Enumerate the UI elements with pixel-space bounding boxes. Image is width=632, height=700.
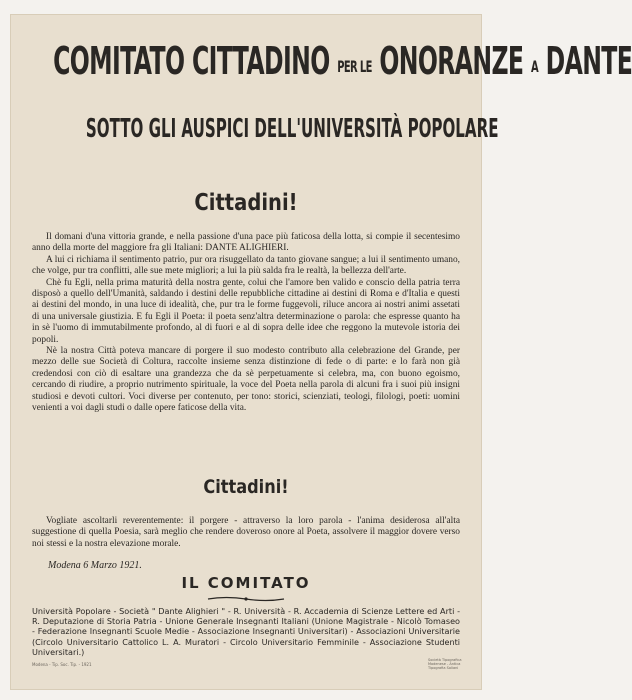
member-organizations: Università Popolare - Società " Dante Alighieri " - R. Università - R. Accademia di Scienze Lettere ed Arti - R. Deputazione di Storia Patria - Unione Generale Insegnanti Italiani (Unione Magistrale - Nicolò Tomaseo - Federazione Insegnanti Scuole Medie - Associazione Insegnanti Universitari) - Associazioni Universitarie (Circolo Universitario Cattolico L. A. Muratori - Circolo Universitario Femminile - Associazione Studenti Universitari.) (32, 606, 460, 657)
title-word-comitato: COMITATO CITTADINO (53, 39, 330, 83)
paragraph: Il domani d'una vittoria grande, e nella passione d'una pace più faticosa della lotta, si compie il secentesimo anno della morte del maggiore fra gli Italiani: DANTE ALIGHIERI. (32, 232, 460, 254)
printer-stamp: Società Tipografica Modenese - Antica Tipografia Soliani (428, 658, 462, 671)
paragraph: Vogliate ascoltarli reverentemente: il porgere - attraverso la loro parola - l'anima desiderosa all'alta suggestione di quella Poesia, sarà meglio che rendere doveroso onore al Poeta, assolvere il maggior dovere verso noi stessi e la nostra elevazione morale. (32, 516, 460, 549)
ornament-divider-icon (206, 596, 286, 602)
title-connector-per-le: PER LE (337, 57, 372, 76)
appeal-heading-1: Cittadini! (194, 190, 298, 216)
title-connector-a: A (530, 57, 539, 76)
title-word-dante: DANTE (545, 39, 632, 83)
committee-title (53, 39, 632, 88)
signature-heading: IL COMITATO (181, 574, 311, 592)
title-word-onoranze: ONORANZE (379, 39, 524, 83)
date-line: Modena 6 Marzo 1921. (48, 560, 142, 571)
subtitle-auspices: SOTTO GLI AUSPICI DELL'UNIVERSITÀ POPOLARE (85, 114, 499, 144)
poster (10, 14, 632, 690)
proclamation-body (32, 232, 460, 415)
closing-body (32, 516, 460, 550)
paragraph: A lui ci richiama il sentimento patrio, pur ora risuggellato da tanto giovane sangue; a lui il sentimento umano, che volge, pur tra conflitti, alle sue mete migliori; a lui la più salda fra le realtà, la bellezza dell'arte. (32, 254, 460, 277)
appeal-heading-2: Cittadini! (203, 476, 289, 498)
printer-credit: Modena - Tip. Soc. Tip. - 1921 (32, 662, 92, 667)
paragraph: Nè la nostra Città poteva mancare di porgere il suo modesto contributo alla celebrazione del Grande, per mezzo delle sue Società di Coltura, raccolte insieme senza distinzione di fede o di parte: e lo farà non già credendosi con ciò di esaltare una grandezza che da sè perpetuamente si celebra, ma, con buono egoismo, cercando di riudire, a proprio nutrimento spirituale, la voce del Poeta nella parola di alcuni fra i suoi più insigni studiosi e devoti cultori. Voci diverse per contenuto, per tono: storici, scienziati, teologi, filologi, poeti: uomini venienti a voi dagli studi o dalle opere faticose della vita. (32, 346, 460, 414)
paragraph: Chè fu Egli, nella prima maturità della nostra gente, colui che l'amore ben valido e conscio della patria terra disposò a quello dell'Umanità, saldando i destini delle repubbliche cittadine ai destini di Roma e d'Italia e questi ai destini del mondo, in una luce di idealità, che, pur tra le forme fuggevoli, riluce ancora ai nostri animi assetati di una universale giustizia. E fu Egli il Poeta: il poeta senz'altra determinazione o parola: che espresse quanto ha in sè l'uomo di immutabilmente profondo, al di fuori e al di sopra delle idee che reggono la mutevole istoria dei popoli. (32, 277, 460, 345)
